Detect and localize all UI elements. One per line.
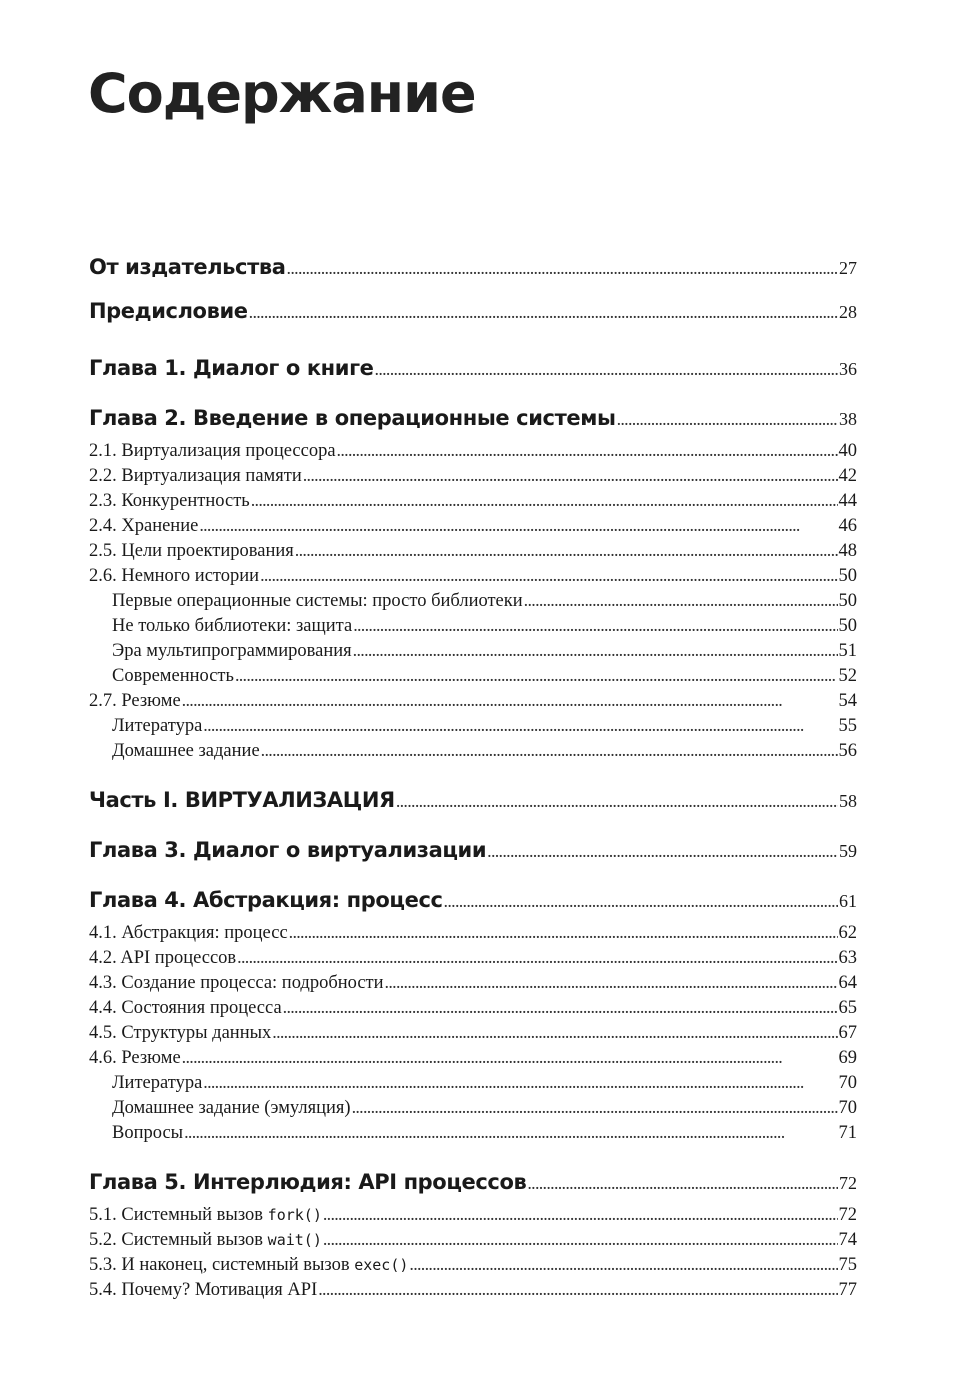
toc-entry-title: 5.4. Почему? Мотивация API <box>89 1280 318 1300</box>
toc-entry-title: 4.2. API процессов <box>89 948 237 968</box>
toc-entry-4-5[interactable] <box>89 1022 857 1044</box>
toc-entry-4-3[interactable] <box>89 972 857 994</box>
dot-leader <box>203 1072 837 1094</box>
toc-entry-title: 5.2. Системный вызов <box>89 1230 264 1250</box>
toc-entry-preface[interactable] <box>89 299 857 323</box>
toc-entry-part-1[interactable] <box>89 788 857 812</box>
toc-entry-title: Не только библиотеки: защита <box>112 616 353 636</box>
toc-entry-homework[interactable] <box>112 740 857 762</box>
dot-leader <box>396 791 838 812</box>
toc-entry-page: 72 <box>839 1173 857 1193</box>
dot-leader <box>353 640 838 662</box>
toc-entry-title: Литература <box>112 716 203 736</box>
dot-leader <box>199 515 837 537</box>
dot-leader <box>295 540 838 562</box>
toc-entry-2-2[interactable] <box>89 465 857 487</box>
toc-entry-page: 52 <box>838 666 857 686</box>
toc-entry-modern-era[interactable] <box>112 665 857 687</box>
toc-entry-page: 50 <box>838 566 857 586</box>
toc-entry-references[interactable] <box>112 715 857 737</box>
dot-leader <box>235 665 838 687</box>
toc-entry-chapter-2[interactable] <box>89 406 857 430</box>
toc-entry-title: Современность <box>112 666 234 686</box>
toc-entry-page: 72 <box>838 1205 857 1225</box>
toc-entry-protection[interactable] <box>112 615 857 637</box>
dot-leader <box>353 615 837 637</box>
toc-entry-page: 58 <box>839 791 857 811</box>
toc-entry-title: Первые операционные системы: просто библиотеки <box>112 591 523 611</box>
dot-leader <box>182 1047 838 1069</box>
dot-leader <box>487 841 838 862</box>
toc-entry-title: 4.1. Абстракция: процесс <box>89 923 288 943</box>
toc-entry-title: 2.1. Виртуализация процессора <box>89 441 336 461</box>
dot-leader <box>184 1122 837 1144</box>
toc-entry-page: 62 <box>838 923 857 943</box>
toc-entry-title: Домашнее задание (эмуляция) <box>112 1098 351 1118</box>
toc-entry-title: Глава 2. Введение в операционные системы <box>89 406 616 430</box>
dot-leader <box>287 258 838 279</box>
toc-entry-4-4[interactable] <box>89 997 857 1019</box>
toc-entry-chapter-1[interactable] <box>89 356 857 380</box>
code-fork: fork() <box>267 1206 322 1224</box>
dot-leader <box>337 440 838 462</box>
toc-entry-5-2[interactable] <box>89 1229 857 1251</box>
toc-entry-title: 4.6. Резюме <box>89 1048 181 1068</box>
toc-entry-title: 2.5. Цели проектирования <box>89 541 294 561</box>
toc-entry-page: 46 <box>838 516 857 536</box>
toc-entry-page: 64 <box>838 973 857 993</box>
toc-entry-page: 71 <box>838 1123 857 1143</box>
toc-entry-title: 5.3. И наконец, системный вызов <box>89 1255 350 1275</box>
code-wait: wait() <box>267 1231 322 1249</box>
toc-entry-title: Глава 1. Диалог о книге <box>89 356 374 380</box>
toc-entry-title: Предисловие <box>89 299 248 323</box>
toc-entry-page: 63 <box>838 948 857 968</box>
toc-entry-page: 28 <box>839 302 857 322</box>
toc-entry-5-1[interactable] <box>89 1204 857 1226</box>
toc-entry-title: Часть I. ВИРТУАЛИЗАЦИЯ <box>89 788 395 812</box>
dot-leader <box>444 891 838 912</box>
dot-leader <box>289 922 838 944</box>
toc-entry-title: Домашнее задание <box>112 741 260 761</box>
dot-leader <box>261 740 838 762</box>
dot-leader <box>409 1254 837 1276</box>
dot-leader <box>260 565 837 587</box>
dot-leader <box>524 590 838 612</box>
toc-entry-5-3[interactable] <box>89 1254 857 1276</box>
dot-leader <box>617 409 838 430</box>
dot-leader <box>385 972 838 994</box>
toc-entry-page: 55 <box>838 716 857 736</box>
toc-entry-2-4[interactable] <box>89 515 857 537</box>
toc-entry-page: 54 <box>838 691 857 711</box>
toc-entry-4-1[interactable] <box>89 922 857 944</box>
toc-entry-title: От издательства <box>89 255 286 279</box>
toc-entry-title: Эра мультипрограммирования <box>112 641 352 661</box>
toc-entry-title: Литература <box>112 1073 203 1093</box>
toc-entry-page: 67 <box>838 1023 857 1043</box>
toc-entry-page: 38 <box>839 409 857 429</box>
toc-entry-title: Глава 4. Абстракция: процесс <box>89 888 443 912</box>
dot-leader <box>375 359 838 380</box>
code-exec: exec() <box>354 1256 409 1274</box>
toc-entry-page: 75 <box>838 1255 857 1275</box>
toc-entry-chapter-5[interactable] <box>89 1170 857 1194</box>
dot-leader <box>272 1022 837 1044</box>
toc-entry-page: 48 <box>838 541 857 561</box>
dot-leader <box>237 947 837 969</box>
toc-entry-title-wrap <box>89 1205 322 1226</box>
dot-leader <box>527 1173 838 1194</box>
dot-leader <box>303 465 838 487</box>
toc-entry-first-os[interactable] <box>112 590 857 612</box>
toc-entry-page: 51 <box>838 641 857 661</box>
toc-entry-2-3[interactable] <box>89 490 857 512</box>
toc-entry-page: 50 <box>838 616 857 636</box>
toc-entry-title: Глава 3. Диалог о виртуализации <box>89 838 487 862</box>
toc-entry-page: 40 <box>838 441 857 461</box>
toc-entry-page: 56 <box>838 741 857 761</box>
dot-leader <box>249 302 838 323</box>
toc-entry-publisher[interactable] <box>89 255 857 279</box>
toc-entry-title-wrap <box>89 1255 408 1276</box>
toc-entry-2-1[interactable] <box>89 440 857 462</box>
toc-entry-title: 2.6. Немного истории <box>89 566 260 586</box>
toc-entry-page: 77 <box>838 1280 857 1300</box>
toc-entry-2-7[interactable] <box>89 690 857 712</box>
toc-entry-homework-emulation[interactable] <box>112 1097 857 1119</box>
dot-leader <box>323 1204 838 1226</box>
toc-entry-title: 2.3. Конкурентность <box>89 491 250 511</box>
dot-leader <box>352 1097 838 1119</box>
dot-leader <box>283 997 838 1019</box>
toc-entry-page: 27 <box>839 258 857 278</box>
toc-entry-page: 70 <box>838 1098 857 1118</box>
toc-entry-multiprogramming[interactable] <box>112 640 857 662</box>
toc-entry-4-2[interactable] <box>89 947 857 969</box>
toc-entry-5-4[interactable] <box>89 1279 857 1301</box>
toc-entry-2-5[interactable] <box>89 540 857 562</box>
toc-entry-page: 59 <box>839 841 857 861</box>
dot-leader <box>182 690 838 712</box>
toc-entry-title-wrap <box>89 1230 322 1251</box>
dot-leader <box>323 1229 838 1251</box>
toc-entry-title: 4.4. Состояния процесса <box>89 998 282 1018</box>
toc-entry-questions[interactable] <box>112 1122 857 1144</box>
toc-entry-title: Глава 5. Интерлюдия: API процессов <box>89 1170 527 1194</box>
toc-entry-page: 50 <box>838 591 857 611</box>
toc-entry-page: 70 <box>838 1073 857 1093</box>
toc-entry-references[interactable] <box>112 1072 857 1094</box>
dot-leader <box>251 490 838 512</box>
toc-entry-4-6[interactable] <box>89 1047 857 1069</box>
toc-entry-page: 61 <box>839 891 857 911</box>
toc-entry-2-6[interactable] <box>89 565 857 587</box>
toc-entry-page: 42 <box>838 466 857 486</box>
dot-leader <box>318 1279 837 1301</box>
toc-entry-page: 65 <box>838 998 857 1018</box>
toc-entry-title: 4.5. Структуры данных <box>89 1023 272 1043</box>
page-title: Содержание <box>88 62 476 125</box>
toc-entry-title: 2.7. Резюме <box>89 691 181 711</box>
toc-entry-chapter-4[interactable] <box>89 888 857 912</box>
toc-entry-title: 2.2. Виртуализация памяти <box>89 466 302 486</box>
toc-entry-page: 74 <box>838 1230 857 1250</box>
toc-entry-title: 2.4. Хранение <box>89 516 199 536</box>
toc-entry-page: 44 <box>838 491 857 511</box>
toc-entry-chapter-3[interactable] <box>89 838 857 862</box>
toc-entry-page: 36 <box>839 359 857 379</box>
toc-entry-title: 4.3. Создание процесса: подробности <box>89 973 384 993</box>
toc-entry-page: 69 <box>838 1048 857 1068</box>
dot-leader <box>203 715 837 737</box>
toc-entry-title: 5.1. Системный вызов <box>89 1205 264 1225</box>
toc-entry-title: Вопросы <box>112 1123 184 1143</box>
